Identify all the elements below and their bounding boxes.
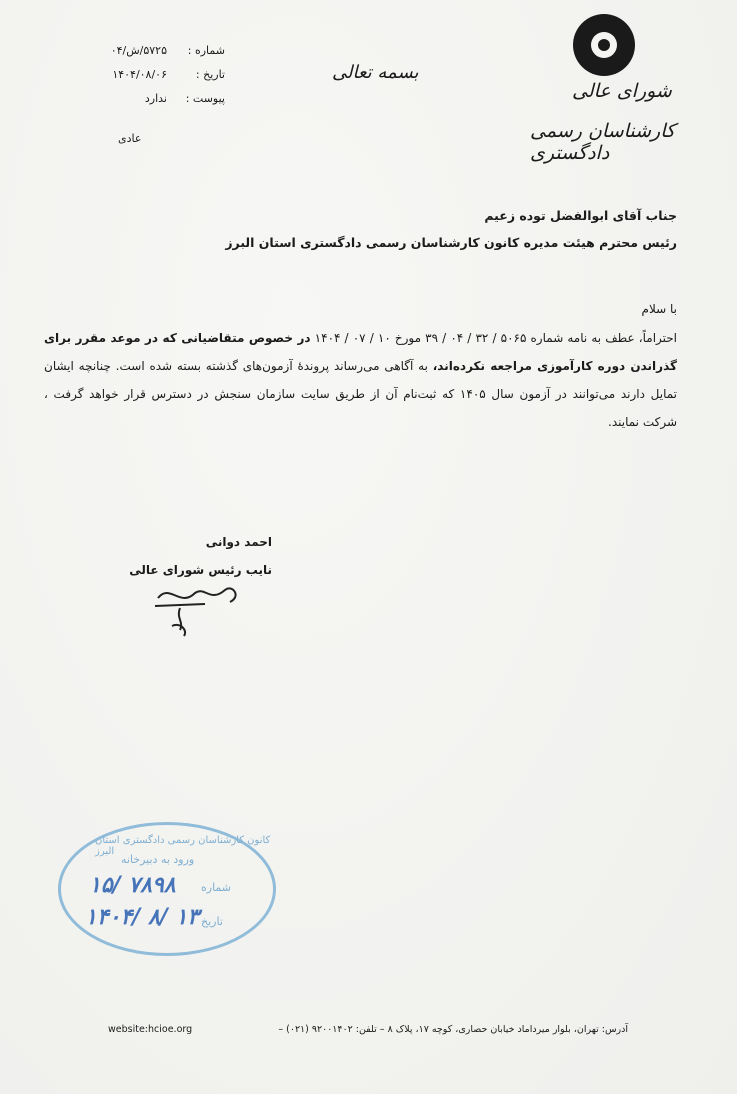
- stamp-date-label: تاریخ: [201, 915, 223, 928]
- letter-meta: [85, 38, 225, 110]
- attachment-label: پیوست :: [185, 91, 225, 105]
- footer-website: website:hcioe.org: [108, 1024, 193, 1035]
- number-label: شماره :: [187, 43, 225, 57]
- footer-address: آدرس: تهران، بلوار میرداماد خیابان حصاری، کوچه ۱۷، پلاک ۸ – تلفن: ۹۲۰۰۱۴۰۲ (۰۲۱) –: [278, 1024, 628, 1035]
- body-bold: در خصوص متقاضیانی که در موعد مقرر برای گذراندن دوره کارآموزی مراجعه نکرده‌اند،: [44, 331, 677, 373]
- number-value: ۵۷۲۵/ش/۰۴: [110, 43, 167, 57]
- org-name-line1: شورای عالی: [572, 80, 672, 102]
- signature-block: [122, 528, 272, 584]
- date-value: ۱۴۰۴/۰۸/۰۶: [112, 67, 167, 81]
- reception-stamp: [58, 822, 276, 956]
- stamp-number-label: شماره: [201, 881, 232, 894]
- letter-footer: [108, 1024, 628, 1035]
- council-logo-icon: [573, 14, 635, 76]
- bismillah-heading: بسمه تعالی: [332, 62, 419, 83]
- date-row: [85, 62, 225, 86]
- stamp-date: ۱۴۰۴/ ۸/ ۱۳: [85, 905, 200, 930]
- stamp-number: ۱۵/ ۷۸۹۸: [89, 873, 176, 898]
- body-part1: احتراماً، عطف به نامه شماره ۵۰۶۵ / ۳۲ / ۰۴ / ۳۹ مورخ ۱۰ / ۰۷ / ۱۴۰۴: [310, 331, 678, 345]
- stamp-title: ورود به دبیرخانه: [121, 853, 195, 866]
- signer-position: نایب رئیس شورای عالی: [129, 563, 272, 577]
- greeting: با سلام: [641, 302, 677, 316]
- letter-body: [44, 324, 677, 436]
- priority-label: عادی: [118, 132, 142, 145]
- attachment-row: [85, 86, 225, 110]
- org-name-line2: کارشناسان رسمی دادگستری: [530, 120, 676, 164]
- recipient-title: رئیس محترم هیئت مدیره کانون کارشناسان رسمی دادگستری استان البرز: [225, 235, 677, 250]
- stamp-org: کانون کارشناسان رسمی دادگستری استان البرز: [95, 835, 271, 857]
- recipient-block: [225, 202, 677, 256]
- body-part2: به آگاهی می‌رساند پروندهٔ آزمون‌های گذشته بسته شده است. چنانچه ایشان تمایل دارند می‌توانند در آزمون سال ۱۴۰۵ که ثبت‌نام آن از طریق سایت سازمان سنجش در دسترس قرار خواهد گرفت ، شرکت نمایند.: [44, 359, 677, 429]
- date-label: تاریخ :: [195, 67, 225, 81]
- signer-name: احمد دوانی: [205, 535, 272, 549]
- recipient-name: جناب آقای ابوالفضل توده زعیم: [484, 208, 677, 223]
- attachment-value: ندارد: [144, 91, 167, 105]
- number-row: [85, 38, 225, 62]
- handwritten-signature: [150, 578, 250, 640]
